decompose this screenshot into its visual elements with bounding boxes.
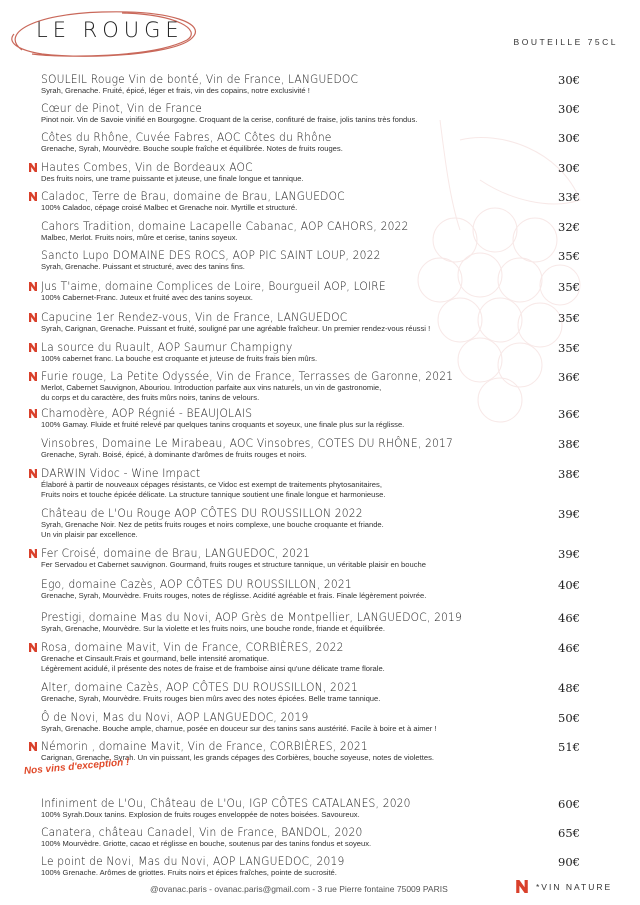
wine-name: Capucine 1er Rendez-vous, Vin de France, LANGUEDOC [41,310,348,324]
wine-price: 46€ [558,611,580,625]
wine-item [41,341,581,364]
wine-description: Fruits noirs et touche épicée délicate. La structure tannique soutient une finale longue et harmonieuse. [41,490,386,499]
wine-description: Grenache, Syrah, Mourvèdre. Bouche souple fraîche et équilibrée. Notes de fruits rouges. [41,144,343,153]
wine-description: Merlot, Cabernet Sauvignon, Abouriou. Introduction parfaite aux vins naturels, un vin de gastronomie, [41,383,382,392]
wine-item [41,797,581,820]
exception-heading: Nos vins d'exception ! [23,756,130,777]
page-title: LE ROUGE [36,18,184,42]
wine-price: 30€ [558,131,580,145]
wine-description: Carignan, Grenache, Syrah. Un vin puissant, les grands cépages des Corbières, bouche soyeuse, notes de violettes. [41,753,434,762]
wine-name: Cœur de Pinot, Vin de France [41,101,203,115]
wine-description: 100% cabernet franc. La bouche est croquante et juteuse de fruits frais bien mûrs. [41,354,318,363]
wine-item [41,711,581,734]
wine-description: 100% Syrah.Doux tanins. Explosion de fruits rouges enveloppée de notes boisées. Savoureux. [41,810,360,819]
wine-price: 35€ [558,280,580,294]
wine-price: 50€ [558,711,580,725]
nature-n-icon [29,192,37,201]
wine-item [41,190,581,213]
wine-price: 36€ [558,370,580,384]
wine-description: Un vin plaisir par excellence. [41,530,138,539]
wine-price: 60€ [558,797,580,811]
wine-item [41,220,581,243]
wine-price: 65€ [558,826,580,840]
nature-n-icon [29,643,37,652]
wine-name: Sancto Lupo DOMAINE DES ROCS, AOP PIC SAINT LOUP, 2022 [41,248,381,262]
wine-description: Fer Servadou et Cabernet sauvignon. Gourmand, fruits rouges et structure tannique, un véritable plaisir en bouche [41,560,426,569]
wine-description: Grenache et Cinsault.Frais et gourmand, belle intensité aromatique. [41,654,269,663]
nature-n-icon [29,372,37,381]
wine-item [41,370,581,403]
wine-description: Grenache, Syrah. Boisé, épicé, à dominante d'arômes de fruits rouges et noirs. [41,450,307,459]
wine-item [41,311,581,334]
wine-name: SOULEIL Rouge Vin de bonté, Vin de France, LANGUEDOC [41,72,359,86]
wine-item [41,280,581,303]
wine-name: Chamodère, AOP Régnié - BEAUJOLAIS [41,406,253,420]
legend [516,880,612,893]
nature-n-icon [29,469,37,478]
wine-price: 38€ [558,437,580,451]
wine-name: Furie rouge, La Petite Odyssée, Vin de France, Terrasses de Garonne, 2021 [41,369,454,383]
wine-name: La source du Ruault, AOP Saumur Champigny [41,340,293,354]
wine-price: 35€ [558,341,580,355]
wine-description: Syrah, Grenache. Bouche ample, charnue, posée en douceur sur des tanins sans austérité. Facile à boire et à aimer ! [41,724,437,733]
wine-item [41,611,581,634]
wine-item [41,161,581,184]
wine-price: 33€ [558,190,580,204]
wine-description: Syrah, Grenache. Fruité, épicé, léger et frais, vin des copains, notre exclusivité ! [41,86,310,95]
wine-price: 32€ [558,220,580,234]
wine-item [41,102,581,125]
wine-price: 30€ [558,161,580,175]
wine-price: 38€ [558,467,580,481]
wine-name: DARWIN Vidoc - Wine Impact [41,466,201,480]
wine-description: 100% Grenache. Arômes de griottes. Fruits noirs et épices fraîches, pointe de sucrosité. [41,868,337,877]
wine-item [41,249,581,272]
wine-name: Vinsobres, Domaine Le Mirabeau, AOC Vinsobres, COTES DU RHÔNE, 2017 [41,436,453,450]
nature-n-icon [29,282,37,291]
nature-n-icon [29,163,37,172]
wine-description: Élaboré à partir de nouveaux cépages résistants, ce Vidoc est exempt de traitements phytosanitaires, [41,480,382,489]
wine-name: Fer Croisé, domaine de Brau, LANGUEDOC, 2021 [41,546,311,560]
wine-price: 36€ [558,407,580,421]
wine-price: 46€ [558,641,580,655]
wine-item [41,407,581,430]
wine-name: Némorin , domaine Mavit, Vin de France, CORBIÈRES, 2021 [41,739,368,753]
wine-item [41,507,581,540]
wine-name: Ego, domaine Cazès, AOP CÔTES DU ROUSSILLON, 2021 [41,577,352,591]
wine-name: Rosa, domaine Mavit, Vin de France, CORBIÈRES, 2022 [41,640,344,654]
wine-name: Canatera, château Canadel, Vin de France, BANDOL, 2020 [41,825,363,839]
wine-item [41,578,581,601]
wine-name: Cahors Tradition, domaine Lacapelle Cabanac, AOP CAHORS, 2022 [41,219,409,233]
wine-price: 90€ [558,855,580,869]
nature-n-icon [29,549,37,558]
wine-description: 100% Gamay. Fluide et fruité relevé par quelques tanins croquants et soyeux, une finale plus sur la réglisse. [41,420,405,429]
wine-name: Le point de Novi, Mas du Novi, AOP LANGUEDOC, 2019 [41,854,345,868]
wine-description: Pinot noir. Vin de Savoie vinifié en Bourgogne. Croquant de la cerise, confituré de fraise, jolis tanins très fondus. [41,115,418,124]
wine-name: Caladoc, Terre de Brau, domaine de Brau, LANGUEDOC [41,189,345,203]
wine-name: Prestigi, domaine Mas du Novi, AOP Grès de Montpellier, LANGUEDOC, 2019 [41,610,463,624]
column-label: BOUTEILLE 75CL [513,37,618,47]
wine-description: Des fruits noirs, une trame puissante et juteuse, une finale longue et tannique. [41,174,304,183]
wine-description: Légèrement acidulé, il présente des notes de fraise et de framboise ainsi qu'une délicate trame florale. [41,664,385,673]
wine-item [41,855,581,878]
nature-n-icon [29,742,37,751]
wine-description: 100% Mourvèdre. Griotte, cacao et réglisse en bouche, soutenus par des tanins fondus et soyeux. [41,839,372,848]
nature-n-icon [29,343,37,352]
wine-name: Hautes Combes, Vin de Bordeaux AOC [41,160,253,174]
wine-description: Grenache, Syrah, Mourvèdre. Fruits rouges bien mûrs avec des notes épicées. Belle trame tannique. [41,694,381,703]
nature-n-icon [29,313,37,322]
nature-n-icon [516,880,528,893]
wine-price: 48€ [558,681,580,695]
wine-description: 100% Cabernet-Franc. Juteux et fruité avec des tanins soyeux. [41,293,253,302]
wine-description: 100% Caladoc, cépage croisé Malbec et Grenache noir. Myrtille et structuré. [41,203,298,212]
wine-name: Alter, domaine Cazès, AOP CÔTES DU ROUSSILLON, 2021 [41,680,358,694]
wine-description: du corps et du caractère, des fruits mûrs noirs, tanins de velours. [41,393,260,402]
wine-name: Jus T'aime, domaine Complices de Loire, Bourgueil AOP, LOIRE [41,279,386,293]
wine-name: Infiniment de L'Ou, Château de L'Ou, IGP CÔTES CATALANES, 2020 [41,796,411,810]
wine-price: 40€ [558,578,580,592]
footer-contact: @ovanac.paris - ovanac.paris@gmail.com - 3 rue Pierre fontaine 75009 PARIS [150,884,448,894]
wine-description: Syrah, Grenache. Puissant et structuré, avec des tanins fins. [41,262,245,271]
wine-description: Syrah, Grenache Noir. Nez de petits fruits rouges et noirs complexe, une bouche croquante et friande. [41,520,384,529]
wine-price: 51€ [558,740,580,754]
wine-item [41,681,581,704]
legend-label: *VIN NATURE [536,881,613,892]
wine-item [41,547,581,570]
wine-price: 35€ [558,311,580,325]
wine-name: Côtes du Rhône, Cuvée Fabres, AOC Côtes du Rhône [41,130,332,144]
wine-item [41,641,581,674]
wine-name: Ô de Novi, Mas du Novi, AOP LANGUEDOC, 2019 [41,710,309,724]
wine-item [41,437,581,460]
wine-description: Grenache, Syrah, Mourvèdre. Fruits rouges, notes de réglisse. Acidité agréable et frais. Finale légèrement poivrée. [41,591,427,600]
wine-price: 30€ [558,73,580,87]
wine-description: Syrah, Carignan, Grenache. Puissant et fruité, souligné par une agréable fraîcheur. Un premier rendez-vous réussi ! [41,324,431,333]
wine-description: Malbec, Merlot. Fruits noirs, mûre et cerise, tanins soyeux. [41,233,238,242]
wine-price: 30€ [558,102,580,116]
wine-item [41,131,581,154]
wine-item [41,826,581,849]
wine-price: 39€ [558,547,580,561]
nature-n-icon [29,409,37,418]
wine-description: Syrah, Grenache, Mourvèdre. Sur la violette et les fruits noirs, une bouche ronde, friande et équilibrée. [41,624,386,633]
wine-price: 39€ [558,507,580,521]
wine-price: 35€ [558,249,580,263]
wine-name: Château de L'Ou Rouge AOP CÔTES DU ROUSSILLON 2022 [41,506,363,520]
wine-item [41,73,581,96]
wine-item [41,467,581,500]
